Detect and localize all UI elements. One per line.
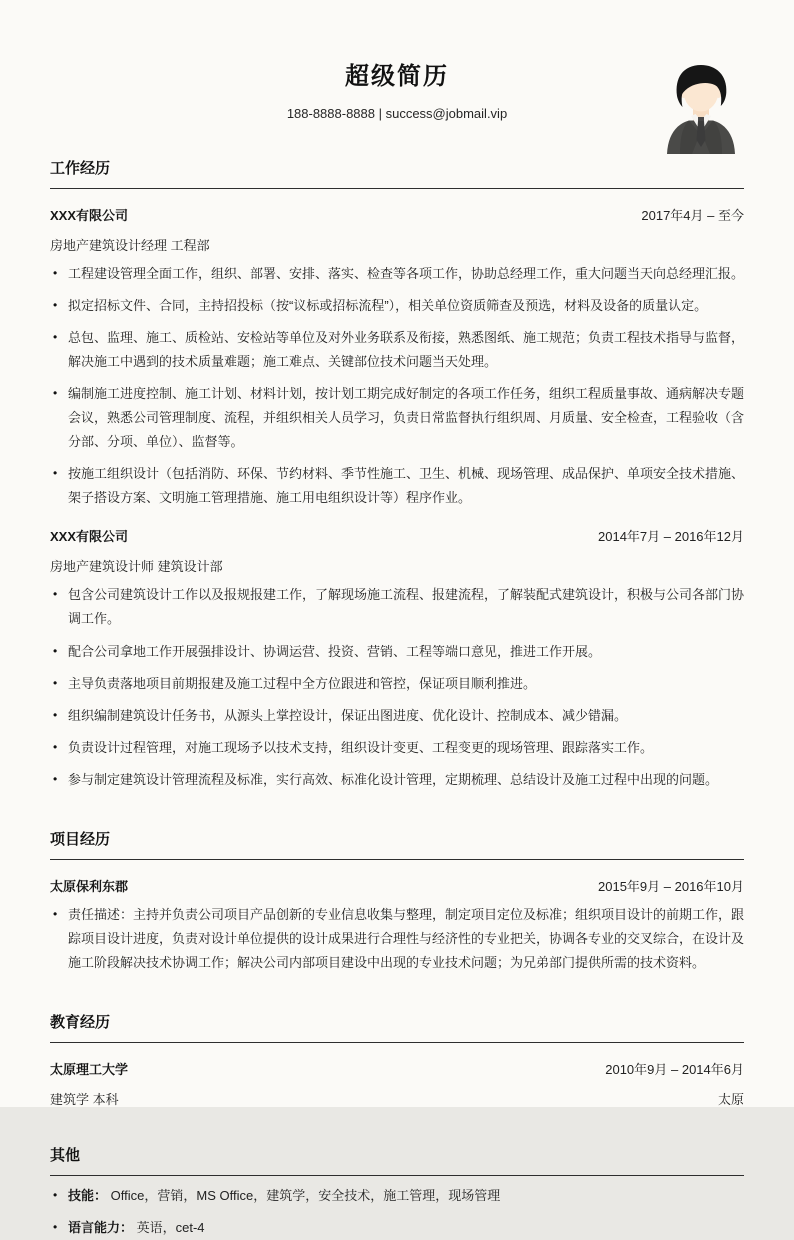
job-role: 房地产建筑设计经理 工程部 [50, 238, 210, 253]
job-role: 房地产建筑设计师 建筑设计部 [50, 559, 223, 575]
other-item [50, 1184, 744, 1208]
company-name: XXX有限公司 [50, 529, 129, 545]
work-bullet: • 编制施工进度控制、施工计划、材料计划，按计划工期完成好制定的各项工作任务，组织工程质量事故、通病解决专题会议，熟悉公司管理制度、流程，并组织相关人员学习，负责日常监督执行组织周、月质量、安全检查，工程验收（含分部、分项、单位）、监督等。 [50, 382, 744, 454]
company-name: XXX有限公司 [50, 208, 129, 223]
work-date: 2014年7月 – 2016年12月 [598, 529, 744, 545]
other-item-label: 技能： [68, 1187, 108, 1203]
project-heading: 项目经历 [50, 828, 744, 860]
work-bullet: • 工程建设管理全面工作，组织、部署、安排、落实、检查等各项工作，协助总经理工作，重大问题当天向总经理汇报。 [50, 262, 744, 286]
section-work [50, 157, 744, 792]
project-bullet-list [50, 903, 744, 975]
contact-info: 188-8888-8888 | success@jobmail.vip [286, 106, 508, 121]
other-item [50, 1216, 744, 1240]
work-bullet: • 配合公司拿地工作开展强排设计、协调运营、投资、营销、工程等端口意见，推进工作开展。 [50, 640, 744, 664]
work-bullet: • 总包、监理、施工、质检站、安检站等单位及对外业务联系及衔接，熟悉图纸、施工规范；负责工程技术指导与监督，解决施工中遇到的技术质量难题；施工难点、关键部位技术问题当天处理。 [50, 326, 744, 374]
work-bullet: • 主导负责落地项目前期报建及施工过程中全方位跟进和管控，保证项目顺利推进。 [50, 672, 744, 696]
section-project [50, 828, 744, 975]
project-bullet: • 责任描述：主持并负责公司项目产品创新的专业信息收集与整理，制定项目定位及标准；组织项目设计的前期工作，跟踪项目设计进度，负责对设计单位提供的设计成果进行合理性与经济性的专业把关，协调各专业的交叉综合，在设计及施工阶段解决技术协调工作；解决公司内部项目建设中出现的专业技术问题；为兄弟部门提供所需的技术资料。 [50, 903, 744, 975]
education-location: 太原 [717, 1091, 744, 1107]
work-bullet: • 参与制定建筑设计管理流程及标准，实行高效、标准化设计管理，定期梳理、总结设计及施工过程中出现的问题。 [50, 768, 744, 792]
project-name: 太原保利东郡 [50, 878, 129, 894]
work-heading: 工作经历 [50, 157, 744, 189]
page-title: 超级简历 [345, 63, 449, 90]
work-bullet: • 按施工组织设计（包括消防、环保、节约材料、季节性施工、卫生、机械、现场管理、成品保护、单项安全技术措施、架子搭设方案、文明施工管理措施、施工用电组织设计等）程序作业。 [50, 462, 744, 510]
avatar [656, 62, 746, 154]
education-date: 2010年9月 – 2014年6月 [605, 1061, 744, 1077]
other-item-label: 语言能力： [68, 1219, 134, 1235]
work-bullet-list [50, 583, 744, 791]
work-bullet: • 拟定招标文件、合同，主持招投标（按“议标或招标流程”），相关单位资质筛查及预选，材料及设备的质量认定。 [50, 294, 744, 318]
other-item-value: Office，营销，MS Office，建筑学，安全技术，施工管理，现场管理 [110, 1187, 501, 1203]
education-major: 建筑学 本科 [50, 1091, 119, 1107]
work-entry [50, 526, 744, 791]
work-date: 2017年4月 – 至今 [641, 208, 744, 223]
project-entry [50, 876, 744, 975]
section-education [50, 1011, 744, 1108]
education-entry [50, 1059, 744, 1108]
work-bullet: • 组织编制建筑设计任务书，从源头上掌控设计，保证出图进度、优化设计、控制成本、减少错漏。 [50, 704, 744, 728]
resume-header [50, 56, 744, 121]
person-avatar-icon [656, 62, 746, 154]
other-heading: 其他 [50, 1144, 744, 1176]
work-entry [50, 205, 744, 510]
other-list [50, 1184, 744, 1240]
work-bullet: • 负责设计过程管理，对施工现场予以技术支持，组织设计变更、工程变更的现场管理、跟踪落实工作。 [50, 736, 744, 760]
other-item-value: 英语，cet-4 [136, 1219, 205, 1235]
section-other [50, 1144, 744, 1240]
work-bullet: • 包含公司建筑设计工作以及报规报建工作，了解现场施工流程、报建流程，了解装配式建筑设计，积极与公司各部门协调工作。 [50, 583, 744, 631]
project-date: 2015年9月 – 2016年10月 [598, 878, 744, 894]
work-bullet-list [50, 262, 744, 510]
school-name: 太原理工大学 [50, 1061, 129, 1077]
education-heading: 教育经历 [50, 1011, 744, 1043]
